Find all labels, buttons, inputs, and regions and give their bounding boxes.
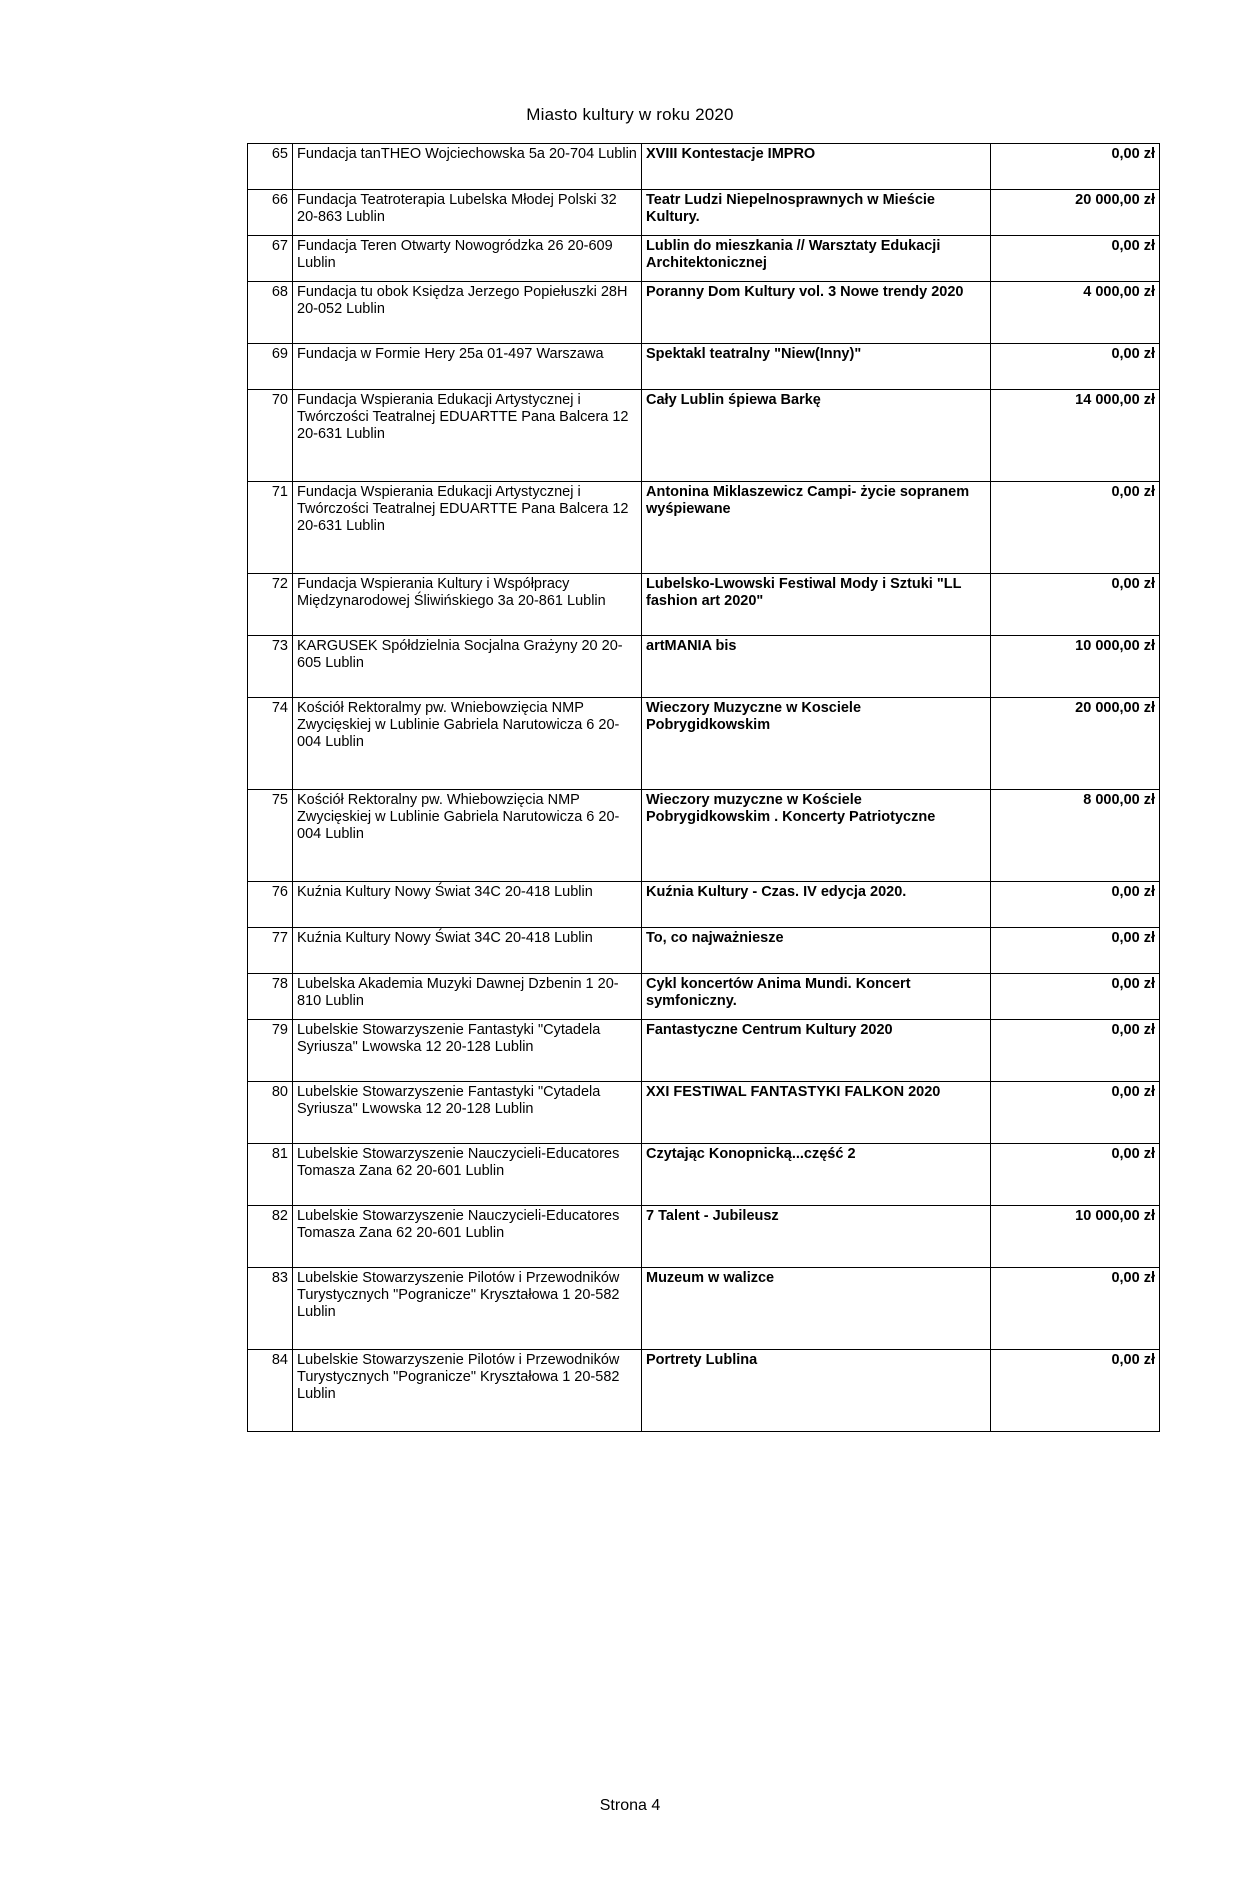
row-number: 68 xyxy=(248,282,293,344)
organization-cell: Fundacja w Formie Hery 25a 01-497 Warszawa xyxy=(293,344,642,390)
task-title-cell: Muzeum w walizce xyxy=(642,1268,991,1350)
row-number: 84 xyxy=(248,1350,293,1432)
table-row xyxy=(248,190,1160,236)
amount-cell: 0,00 zł xyxy=(991,1144,1160,1206)
amount-cell: 14 000,00 zł xyxy=(991,390,1160,482)
organization-cell: Kościół Rektoralny pw. Whiebowzięcia NMP Zwycięskiej w Lublinie Gabriela Narutowicza 6 20-004 Lublin xyxy=(293,790,642,882)
table-row xyxy=(248,482,1160,574)
organization-cell: Fundacja tanTHEO Wojciechowska 5a 20-704 Lublin xyxy=(293,144,642,190)
amount-cell: 0,00 zł xyxy=(991,882,1160,928)
task-title-cell: To, co najważniesze xyxy=(642,928,991,974)
task-title-cell: Lublin do mieszkania // Warsztaty Edukacji Architektonicznej xyxy=(642,236,991,282)
document-page xyxy=(0,105,1260,1887)
row-number: 76 xyxy=(248,882,293,928)
organization-cell: Fundacja Wspierania Edukacji Artystycznej i Twórczości Teatralnej EDUARTTE Pana Balcera 12 20-631 Lublin xyxy=(293,390,642,482)
organization-cell: Kościół Rektoralmy pw. Wniebowzięcia NMP Zwycięskiej w Lublinie Gabriela Narutowicza 6 20-004 Lublin xyxy=(293,698,642,790)
task-title-cell: Czytając Konopnicką...część 2 xyxy=(642,1144,991,1206)
table-row xyxy=(248,344,1160,390)
table-row xyxy=(248,1020,1160,1082)
amount-cell: 0,00 zł xyxy=(991,344,1160,390)
amount-cell: 0,00 zł xyxy=(991,1350,1160,1432)
table-row xyxy=(248,236,1160,282)
task-title-cell: artMANIA bis xyxy=(642,636,991,698)
organization-cell: Lubelska Akademia Muzyki Dawnej Dzbenin 1 20-810 Lublin xyxy=(293,974,642,1020)
amount-cell: 0,00 zł xyxy=(991,928,1160,974)
table-row xyxy=(248,1268,1160,1350)
row-number: 75 xyxy=(248,790,293,882)
amount-cell: 0,00 zł xyxy=(991,974,1160,1020)
table-row xyxy=(248,790,1160,882)
row-number: 79 xyxy=(248,1020,293,1082)
amount-cell: 0,00 zł xyxy=(991,144,1160,190)
organization-cell: Kuźnia Kultury Nowy Świat 34C 20-418 Lublin xyxy=(293,928,642,974)
organization-cell: Fundacja Teren Otwarty Nowogródzka 26 20-609 Lublin xyxy=(293,236,642,282)
task-title-cell: XXI FESTIWAL FANTASTYKI FALKON 2020 xyxy=(642,1082,991,1144)
amount-cell: 0,00 zł xyxy=(991,1020,1160,1082)
table-row xyxy=(248,1082,1160,1144)
task-title-cell: Kuźnia Kultury - Czas. IV edycja 2020. xyxy=(642,882,991,928)
grant-table-container xyxy=(129,143,1155,1432)
grant-table-body xyxy=(248,144,1160,1432)
task-title-cell: Portrety Lublina xyxy=(642,1350,991,1432)
table-row xyxy=(248,1350,1160,1432)
row-number: 77 xyxy=(248,928,293,974)
table-row xyxy=(248,390,1160,482)
table-row xyxy=(248,1144,1160,1206)
grant-table xyxy=(247,143,1160,1432)
organization-cell: Lubelskie Stowarzyszenie Fantastyki "Cytadela Syriusza" Lwowska 12 20-128 Lublin xyxy=(293,1082,642,1144)
organization-cell: KARGUSEK Spółdzielnia Socjalna Grażyny 20 20-605 Lublin xyxy=(293,636,642,698)
row-number: 65 xyxy=(248,144,293,190)
table-row xyxy=(248,1206,1160,1268)
table-row xyxy=(248,636,1160,698)
amount-cell: 0,00 zł xyxy=(991,236,1160,282)
amount-cell: 10 000,00 zł xyxy=(991,636,1160,698)
organization-cell: Fundacja Teatroterapia Lubelska Młodej Polski 32 20-863 Lublin xyxy=(293,190,642,236)
organization-cell: Kuźnia Kultury Nowy Świat 34C 20-418 Lublin xyxy=(293,882,642,928)
amount-cell: 0,00 zł xyxy=(991,482,1160,574)
organization-cell: Fundacja Wspierania Kultury i Współpracy Międzynarodowej Śliwińskiego 3a 20-861 Lublin xyxy=(293,574,642,636)
table-row xyxy=(248,698,1160,790)
organization-cell: Lubelskie Stowarzyszenie Pilotów i Przewodników Turystycznych "Pogranicze" Kryształowa 1 20-582 Lublin xyxy=(293,1350,642,1432)
task-title-cell: Cały Lublin śpiewa Barkę xyxy=(642,390,991,482)
task-title-cell: Wieczory Muzyczne w Kosciele Pobrygidkowskim xyxy=(642,698,991,790)
table-row xyxy=(248,974,1160,1020)
amount-cell: 10 000,00 zł xyxy=(991,1206,1160,1268)
amount-cell: 0,00 zł xyxy=(991,1082,1160,1144)
amount-cell: 0,00 zł xyxy=(991,574,1160,636)
task-title-cell: Antonina Miklaszewicz Campi- życie sopranem wyśpiewane xyxy=(642,482,991,574)
row-number: 81 xyxy=(248,1144,293,1206)
row-number: 80 xyxy=(248,1082,293,1144)
amount-cell: 20 000,00 zł xyxy=(991,698,1160,790)
row-number: 74 xyxy=(248,698,293,790)
table-row xyxy=(248,144,1160,190)
page-title: Miasto kultury w roku 2020 xyxy=(526,105,734,124)
amount-cell: 8 000,00 zł xyxy=(991,790,1160,882)
task-title-cell: Teatr Ludzi Niepelnosprawnych w Mieście Kultury. xyxy=(642,190,991,236)
task-title-cell: XVIII Kontestacje IMPRO xyxy=(642,144,991,190)
table-row xyxy=(248,574,1160,636)
amount-cell: 4 000,00 zł xyxy=(991,282,1160,344)
table-row xyxy=(248,928,1160,974)
row-number: 73 xyxy=(248,636,293,698)
row-number: 66 xyxy=(248,190,293,236)
organization-cell: Lubelskie Stowarzyszenie Nauczycieli-Educatores Tomasza Zana 62 20-601 Lublin xyxy=(293,1206,642,1268)
amount-cell: 0,00 zł xyxy=(991,1268,1160,1350)
row-number: 78 xyxy=(248,974,293,1020)
task-title-cell: Spektakl teatralny "Niew(Inny)" xyxy=(642,344,991,390)
table-row xyxy=(248,282,1160,344)
task-title-cell: Fantastyczne Centrum Kultury 2020 xyxy=(642,1020,991,1082)
task-title-cell: Wieczory muzyczne w Kościele Pobrygidkowskim . Koncerty Patriotyczne xyxy=(642,790,991,882)
table-row xyxy=(248,882,1160,928)
task-title-cell: Lubelsko-Lwowski Festiwal Mody i Sztuki "LL fashion art 2020" xyxy=(642,574,991,636)
row-number: 67 xyxy=(248,236,293,282)
row-number: 83 xyxy=(248,1268,293,1350)
organization-cell: Fundacja Wspierania Edukacji Artystycznej i Twórczości Teatralnej EDUARTTE Pana Balcera 12 20-631 Lublin xyxy=(293,482,642,574)
amount-cell: 20 000,00 zł xyxy=(991,190,1160,236)
task-title-cell: Cykl koncertów Anima Mundi. Koncert symfoniczny. xyxy=(642,974,991,1020)
organization-cell: Lubelskie Stowarzyszenie Nauczycieli-Educatores Tomasza Zana 62 20-601 Lublin xyxy=(293,1144,642,1206)
row-number: 71 xyxy=(248,482,293,574)
organization-cell: Lubelskie Stowarzyszenie Pilotów i Przewodników Turystycznych "Pogranicze" Kryształowa 1 20-582 Lublin xyxy=(293,1268,642,1350)
organization-cell: Fundacja tu obok Księdza Jerzego Popiełuszki 28H 20-052 Lublin xyxy=(293,282,642,344)
page-footer: Strona 4 xyxy=(599,1797,661,1814)
row-number: 69 xyxy=(248,344,293,390)
task-title-cell: Poranny Dom Kultury vol. 3 Nowe trendy 2020 xyxy=(642,282,991,344)
row-number: 82 xyxy=(248,1206,293,1268)
organization-cell: Lubelskie Stowarzyszenie Fantastyki "Cytadela Syriusza" Lwowska 12 20-128 Lublin xyxy=(293,1020,642,1082)
row-number: 72 xyxy=(248,574,293,636)
row-number: 70 xyxy=(248,390,293,482)
task-title-cell: 7 Talent - Jubileusz xyxy=(642,1206,991,1268)
